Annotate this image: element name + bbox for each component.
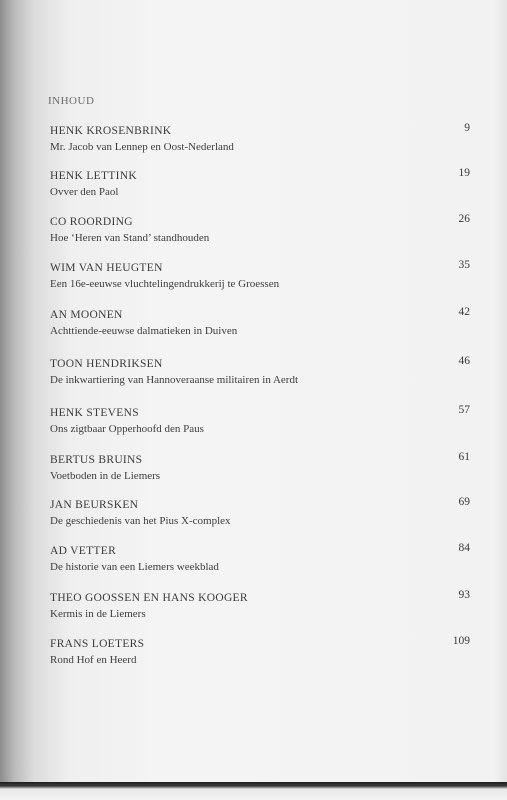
toc-heading: INHOUD [48,95,95,107]
page-edge-shadow [493,0,507,800]
entry-author: FRANS LOETERS [50,638,145,650]
entry-title: Kermis in de Liemers [50,608,146,620]
entry-title: Hoe ‘Heren van Stand’ standhouden [50,232,210,244]
entry-title: Voetboden in de Liemers [50,470,161,482]
entry-title: Ons zigtbaar Opperhoofd den Paus [50,423,204,435]
entry-author: AN MOONEN [50,309,123,321]
toc-entry [50,498,470,528]
entry-title: Ovver den Paol [50,186,119,198]
entry-title: Achttiende-eeuwse dalmatieken in Duiven [50,325,238,337]
toc-entry [50,453,470,483]
toc-entry [50,169,470,199]
entry-title: Mr. Jacob van Lennep en Oost-Nederland [50,141,234,153]
entry-title: De historie van een Liemers weekblad [50,561,219,573]
entry-author: HENK STEVENS [50,407,139,419]
toc-entry [50,544,470,574]
entry-title: De inkwartiering van Hannoveraanse militairen in Aerdt [50,374,299,386]
toc-entry [50,124,470,154]
page-bottom-edge [0,782,507,800]
entry-page-number: 42 [458,306,470,318]
entry-page-number: 9 [464,122,470,134]
entry-page-number: 109 [452,635,470,647]
entry-title: Een 16e-eeuwse vluchtelingendrukkerij te Groessen [50,278,280,290]
entry-page-number: 57 [458,404,470,416]
toc-entry [50,308,470,338]
entry-author: WIM VAN HEUGTEN [50,262,163,274]
entry-page-number: 69 [458,496,470,508]
entry-author: TOON HENDRIKSEN [50,358,163,370]
toc-entry [50,637,470,667]
entry-page-number: 35 [458,259,470,271]
entry-title: Rond Hof en Heerd [50,654,137,666]
entry-title: De geschiedenis van het Pius X-complex [50,515,231,527]
toc-entry [50,591,470,621]
entry-author: BERTUS BRUINS [50,454,143,466]
entry-page-number: 61 [458,451,470,463]
entry-page-number: 93 [458,589,470,601]
entry-page-number: 19 [458,167,470,179]
entry-author: CO ROORDING [50,216,133,228]
entry-author: JAN BEURSKEN [50,499,139,511]
entry-author: HENK LETTINK [50,170,137,182]
toc-entry [50,406,470,436]
entry-page-number: 84 [458,542,470,554]
entry-author: AD VETTER [50,545,117,557]
entry-author: THEO GOOSSEN EN HANS KOOGER [50,592,248,604]
entry-page-number: 26 [458,213,470,225]
entry-author: HENK KROSENBRINK [50,125,172,137]
toc-entry [50,357,470,387]
toc-entry [50,215,470,245]
entry-page-number: 46 [458,355,470,367]
toc-entry [50,261,470,291]
